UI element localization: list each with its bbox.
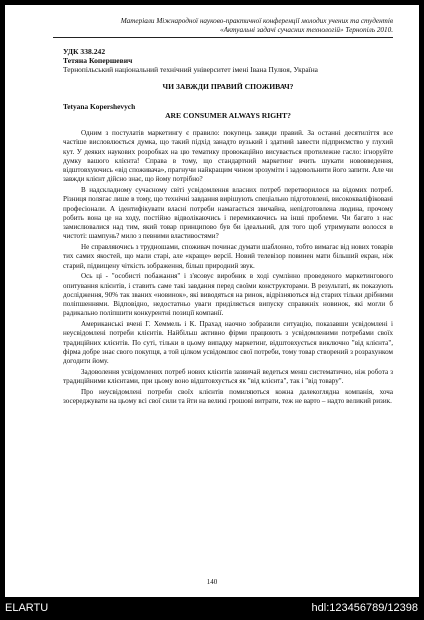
paragraph: Ось ці - "особисті побажання" і з'ясовує виробник в ході сумлінно проведеного маркетингового опитування клієнтів, і ставить саме такі завдання перед своїми конструкторами. В результаті, як показують дослідження, 90% так званих «новинок», які виводяться на ринок, відрізняються від старих тільки дрібними поліпшеннями. Відповідно, недостатньо уваги приділяється випуску справжніх новинок, які могли б радикально поліпшити конкурентні позиції компанії. <box>63 272 393 318</box>
paper-title-en: ARE CONSUMER ALWAYS RIGHT? <box>165 111 291 120</box>
repository-label: ELARTU <box>5 602 49 614</box>
paragraph: Про неусвідомлені потреби своїх клієнтів помиляються кожна далекоглядна компанія, хоча зосереджувати на цьому всі свої сили та йти на великі грошові витрати, теж не варто – надто великий ризик. <box>63 387 393 405</box>
header-line-2: «Актуальні задачі сучасних технологій» Тернопіль 2010. <box>220 26 393 34</box>
page-number: 140 <box>206 578 218 586</box>
udk-code: УДК 338.242 <box>63 47 106 56</box>
author-name: Тетяна Копершевич <box>63 56 133 65</box>
author-affiliation: Тернопільський національний технічний університет імені Івана Пулюя, Україна <box>63 65 318 74</box>
header-line-1: Матеріали Міжнародної науково-практичної конференції молодих учених та студентів <box>120 17 393 25</box>
paragraph: Американські вчені Г. Хеммель і К. Прахад наочно зобразили ситуацію, показавши усвідомлені і неусвідомлені потреби клієнтів. Найбільш активно фірми працюють з усвідомленими потребами своїх традиційних клієнтів. По суті, тільки в цьому випадку маркетинг, відштовхується виключно "від клієнта", фірма добре знає свого покупця, а той цілком усвідомлює свої потреби, тому товар створений з розрахунком догодити йому. <box>63 320 393 365</box>
paper-title: ЧИ ЗАВЖДИ ПРАВИЙ СПОЖИВАЧ? <box>162 82 294 91</box>
body-text <box>63 129 393 406</box>
paragraph: В надскладному сучасному світі усвідомлення власних потреб перетворилося на відомих потреб. Різниця полягає лише в тому, що технічні завдання вирішують спеціально підготовлені, висококваліфіковані професіонали. А ідентифікувати власні потреби намагається звичайна, непідготовлена людина, прочому робить вона це на ходу, постійно відволікаючись і перемикаючись на інші проблеми. Чи багато з нас замислювалися над тим, який товар принципово був би ідеальний, для того щоб утримувати волосся в чистоті: шампунь? мило з певними властивостями? <box>63 186 393 241</box>
handle-identifier: hdl:123456789/12398 <box>311 602 418 614</box>
conference-header <box>53 17 393 38</box>
author-name-en: Tetyana Kopershevych <box>63 102 136 111</box>
paragraph: Задоволення усвідомлених потреб нових клієнтів зазвичай ведеться менш систематично, ніж робота з традиційними клієнтами, при цьому воно відштовхується як "від клієнта", так і "від товару". <box>63 367 393 385</box>
paragraph: Одним з постулатів маркетингу є правило: покупець завжди правий. За останні десятиліття все частіше висловлюється думка, що такий підхід занадто вузький і здатний завести підприємство у глухий кут. У деяких наукових розробках на цю тематику провокаційно висувається протилежне гасло: ігноруйте думку вашого клієнта! Справа в тому, що стандартний маркетинг вчить шукати нововведення, відштовхуючись «від споживача», прагнучи найкращим чином зрозуміти і задовольнити його запити. Але чи завжди клієнт дійсно знає, що йому потрібно? <box>63 129 393 184</box>
paragraph: Не справляючись з трудношами, споживач починає думати шаблонно, тобто вимагає від нових товарів тих самих якостей, що мали старі, але «краще» версії. Новий телевізор повинен мати більший екран, ніж старий, підвищену чіткість зображення, більш природний звук. <box>63 243 393 270</box>
document-page <box>5 5 419 597</box>
